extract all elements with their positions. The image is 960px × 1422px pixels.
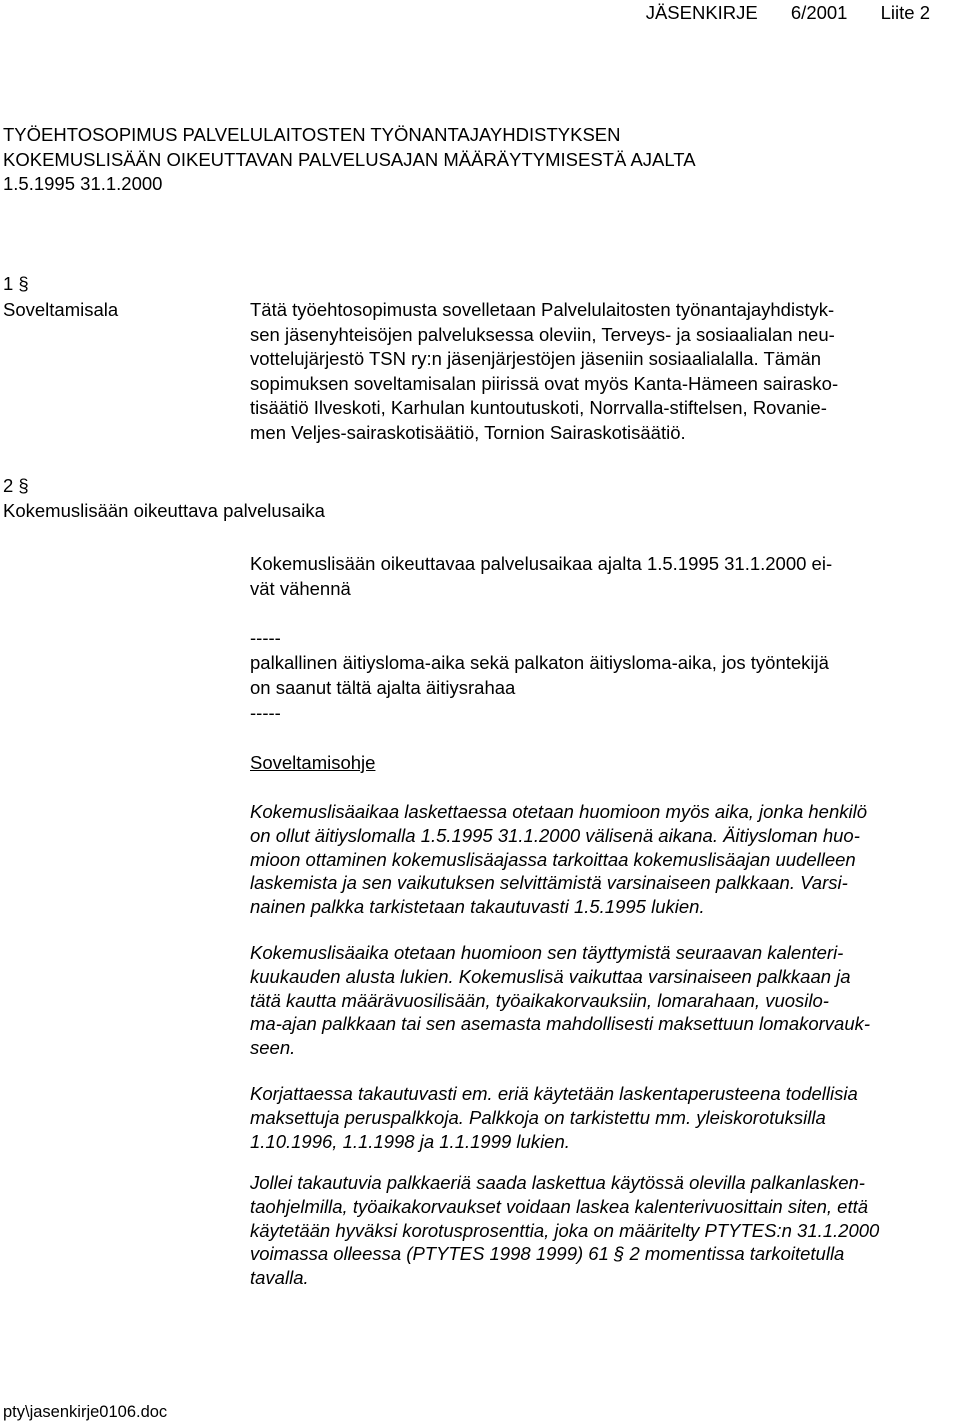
attachment-label: Liite 2	[880, 2, 930, 23]
guidance-heading: Soveltamisohje	[250, 752, 376, 773]
guidance-paragraph-1	[250, 800, 867, 919]
body-line: mioon ottaminen kokemuslisäajassa tarkoittaa kokemuslisäajan uudelleen	[250, 848, 856, 870]
body-line: on saanut tältä ajalta äitiysrahaa	[250, 676, 516, 698]
title-line: 1.5.1995 31.1.2000	[3, 173, 163, 194]
document-header	[618, 1, 930, 25]
section-2-heading: Kokemuslisään oikeuttava palvelusaika	[3, 500, 325, 521]
body-line: tavalla.	[250, 1267, 309, 1289]
guidance-paragraph-3	[250, 1082, 858, 1153]
body-line: vottelujärjestö TSN ry:n jäsenjärjestöjen jäseniin sosiaalialalla. Tämän	[250, 348, 822, 369]
body-line: käytetään hyväksi korotusprosenttia, joka on määritelty PTYTES:n 31.1.2000	[250, 1219, 880, 1241]
body-line: palkallinen äitiysloma-aika sekä palkaton äitiysloma-aika, jos työntekijä	[250, 652, 829, 673]
body-line: voimassa olleessa (PTYTES 1998 1999) 61 § 2 momentissa tarkoitetulla	[250, 1243, 845, 1265]
newsletter-name: JÄSENKIRJE	[645, 2, 758, 23]
issue-number: 6/2001	[790, 2, 848, 23]
title-line: KOKEMUSLISÄÄN OIKEUTTAVAN PALVELUSAJAN MÄÄRÄYTYMISESTÄ AJALTA	[3, 148, 696, 170]
guidance-paragraph-2	[250, 941, 870, 1060]
exception-item	[250, 651, 829, 700]
section-1-heading: Soveltamisala	[3, 299, 119, 320]
body-line: vät vähennä	[250, 577, 351, 599]
body-line: 1.10.1996, 1.1.1998 ja 1.1.1999 lukien.	[250, 1130, 570, 1152]
section-2-intro	[250, 552, 832, 601]
body-line: Tätä työehtosopimusta sovelletaan Palvelulaitosten työnantajayhdistyk-	[250, 299, 835, 320]
section-2-number: 2 §	[3, 475, 29, 496]
body-line: Kokemuslisäaika otetaan huomioon sen täyttymistä seuraavan kalenteri-	[250, 942, 844, 963]
separator-bottom: -----	[250, 702, 281, 723]
body-line: ma-ajan palkkaan tai sen asemasta mahdollisesti maksettuun lomakorvauk-	[250, 1013, 871, 1035]
body-line: on ollut äitiyslomalla 1.5.1995 31.1.2000 välisenä aikana. Äitiysloman huo-	[250, 824, 860, 846]
title-line: TYÖEHTOSOPIMUS PALVELULAITOSTEN TYÖNANTAJAYHDISTYKSEN	[3, 124, 621, 145]
body-line: nainen palkka tarkistetaan takautuvasti 1.5.1995 lukien.	[250, 896, 705, 918]
body-line: men Veljes-sairaskotisäätiö, Tornion Sairaskotisäätiö.	[250, 421, 686, 443]
body-line: taohjelmilla, työaikakorvaukset voidaan laskea kalenterivuosittain siten, että	[250, 1195, 869, 1217]
separator-top: -----	[250, 627, 281, 648]
body-line: Kokemuslisäaikaa laskettaessa otetaan huomioon myös aika, jonka henkilö	[250, 801, 868, 822]
section-1-body	[250, 298, 838, 445]
section-1-number: 1 §	[3, 273, 29, 294]
body-line: Kokemuslisään oikeuttavaa palvelusaikaa ajalta 1.5.1995 31.1.2000 ei-	[250, 553, 833, 574]
document-title	[3, 123, 696, 197]
guidance-paragraph-4	[250, 1171, 879, 1290]
body-line: sen jäsenyhteisöjen palveluksessa oleviin, Terveys- ja sosiaalialan neu-	[250, 323, 835, 345]
body-line: Korjattaessa takautuvasti em. eriä käytetään laskentaperusteena todellisia	[250, 1083, 858, 1104]
body-line: seen.	[250, 1037, 296, 1059]
body-line: kuukauden alusta lukien. Kokemuslisä vaikuttaa varsinaiseen palkkaan ja	[250, 965, 851, 987]
body-line: maksettuja peruspalkkoja. Palkkoja on tarkistettu mm. yleiskorotuksilla	[250, 1106, 826, 1128]
footer-filename: pty\jasenkirje0106.doc	[3, 1403, 168, 1421]
body-line: Jollei takautuvia palkkaeriä saada laskettua käytössä olevilla palkanlasken-	[250, 1172, 865, 1193]
body-line: laskemista ja sen vaikutuksen selvittämistä varsinaiseen palkkaan. Varsi-	[250, 872, 848, 894]
body-line: tätä kautta määrävuosilisään, työaikakorvauksiin, lomarahaan, vuosilo-	[250, 989, 829, 1011]
body-line: sopimuksen soveltamisalan piirissä ovat myös Kanta-Hämeen sairasko-	[250, 372, 839, 394]
body-line: tisäätiö Ilveskoti, Karhulan kuntoutuskoti, Norrvalla-stiftelsen, Rovanie-	[250, 397, 827, 418]
